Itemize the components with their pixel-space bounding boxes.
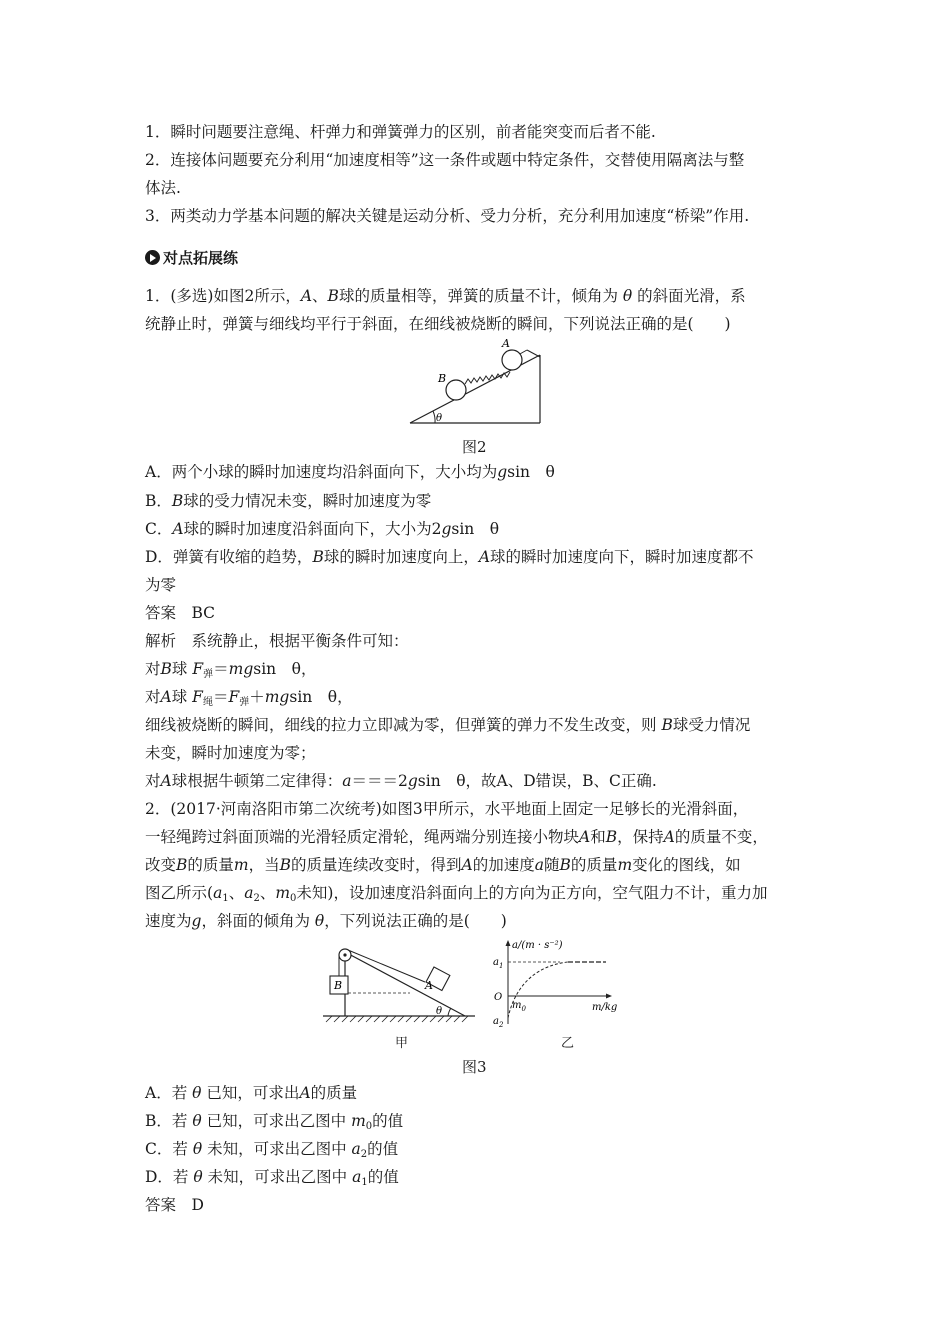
angle-label: θ bbox=[436, 1006, 443, 1017]
incline-slope bbox=[345, 952, 465, 1016]
block-A-label: A bbox=[425, 979, 433, 992]
summary-point-2: 2．连接体问题要充分利用“加速度相等”这一条件或题中特定条件，交替使用隔离法与整 bbox=[145, 151, 745, 169]
block-B-label: B bbox=[334, 979, 343, 992]
figure-2-caption: 图2 bbox=[462, 438, 487, 456]
fig2-label-B: B bbox=[438, 372, 447, 385]
q2-option-b: B．若 θ 已知，可求出乙图中 $m_0$的值 bbox=[145, 1112, 404, 1132]
q1-stem-line2: 统静止时，弹簧与细线均平行于斜面，在细线被烧断的瞬间，下列说法正确的是( ) bbox=[145, 315, 731, 333]
tick-a2: $a_2$ bbox=[493, 1016, 504, 1028]
fig3-jia-label: 甲 bbox=[395, 1036, 409, 1051]
section-heading-text: 对点拓展练 bbox=[163, 249, 239, 267]
q2-answer: 答案 D bbox=[145, 1196, 204, 1214]
summary-point-2-cont: 体法. bbox=[145, 179, 181, 197]
q2-option-d: D．若 θ 未知，可求出乙图中 $a_1$的值 bbox=[145, 1168, 399, 1188]
figure-3-caption: 图3 bbox=[462, 1058, 487, 1076]
q2-stem-line3: 改变B的质量m，当B的质量连续改变时，得到A的加速度a随B的质量m变化的图线，如 bbox=[145, 856, 741, 874]
q1-option-c: C．A球的瞬时加速度沿斜面向下，大小为2gsin θ bbox=[145, 520, 500, 538]
section-heading bbox=[145, 247, 238, 268]
ball-A bbox=[502, 350, 522, 370]
rope-to-A bbox=[348, 950, 425, 982]
ground-hatch bbox=[326, 1016, 468, 1022]
wall-stub bbox=[527, 350, 540, 357]
fig2-label-A: A bbox=[502, 337, 510, 350]
q1-analysis-5: 未变，瞬时加速度为零； bbox=[145, 744, 316, 762]
q2-option-c: C．若 θ 未知，可求出乙图中 $a_2$的值 bbox=[145, 1140, 399, 1160]
q1-option-d-cont: 为零 bbox=[145, 576, 177, 594]
origin-label: O bbox=[494, 992, 503, 1003]
angle-arc bbox=[433, 411, 435, 423]
q1-analysis-2: 对B球 $F_弹=mgsin$ θ， bbox=[145, 660, 317, 680]
q2-stem-line2: 一轻绳跨过斜面顶端的光滑轻质定滑轮，绳两端分别连接小物块A和B，保持A的质量不变， bbox=[145, 828, 768, 846]
q2-option-a: A．若 θ 已知，可求出A的质量 bbox=[145, 1084, 358, 1102]
ball-B bbox=[446, 380, 466, 400]
q1-analysis-3: 对A球 $F_绳=F_弹+mgsin$ θ， bbox=[145, 688, 353, 708]
summary-point-3: 3．两类动力学基本问题的解决关键是运动分析、受力分析，充分利用加速度“桥梁”作用. bbox=[145, 207, 750, 225]
q2-stem-line5: 速度为g，斜面的倾角为 θ，下列说法正确的是( ) bbox=[145, 912, 507, 930]
q1-option-a: A．两个小球的瞬时加速度均沿斜面向下，大小均为gsin θ bbox=[145, 463, 555, 481]
summary-point-1: 1．瞬时问题要注意绳、杆弹力和弹簧弹力的区别，前者能突变而后者不能. bbox=[145, 123, 656, 141]
figure-3-yi bbox=[488, 938, 638, 1028]
q1-analysis-6: 对A球根据牛顿第二定律得：a＝＝＝2gsin θ，故A、D错误，B、C正确. bbox=[145, 772, 657, 790]
q1-analysis-1: 解析 系统静止，根据平衡条件可知： bbox=[145, 632, 409, 650]
tick-m0: $m_0$ bbox=[512, 1000, 526, 1013]
tick-a1: $a_1$ bbox=[493, 957, 504, 970]
q1-option-b: B．B球的受力情况未变，瞬时加速度为零 bbox=[145, 492, 432, 510]
figure-3-jia bbox=[320, 938, 480, 1028]
play-icon bbox=[145, 250, 160, 265]
x-axis-label: m/kg bbox=[592, 1002, 618, 1013]
y-axis-label: a/(m · s⁻²) bbox=[512, 940, 563, 951]
q2-stem-line1: 2．(2017·河南洛阳市第二次统考)如图3甲所示，水平地面上固定一足够长的光滑斜面， bbox=[145, 800, 749, 818]
q1-stem-line1: 1．(多选)如图2所示，A、B球的质量相等，弹簧的质量不计，倾角为 θ 的斜面光滑，系 bbox=[145, 287, 746, 305]
fig3-yi-label: 乙 bbox=[561, 1036, 575, 1051]
q2-stem-line4: 图乙所示($a_1$、$a_2$、$m_0$未知)，设加速度沿斜面向上的方向为正方向，空气阻力不计，重力加 bbox=[145, 884, 768, 904]
q1-option-d: D．弹簧有收缩的趋势，B球的瞬时加速度向上，A球的瞬时加速度向下，瞬时加速度都不 bbox=[145, 548, 754, 566]
fig2-label-theta: θ bbox=[436, 413, 443, 424]
q1-analysis-4: 细线被烧断的瞬间，细线的拉力立即减为零，但弹簧的弹力不发生改变，则 B球受力情况 bbox=[145, 716, 751, 734]
figure-2-incline bbox=[405, 335, 565, 430]
q1-answer: 答案 BC bbox=[145, 604, 216, 622]
angle-arc bbox=[448, 1008, 451, 1016]
